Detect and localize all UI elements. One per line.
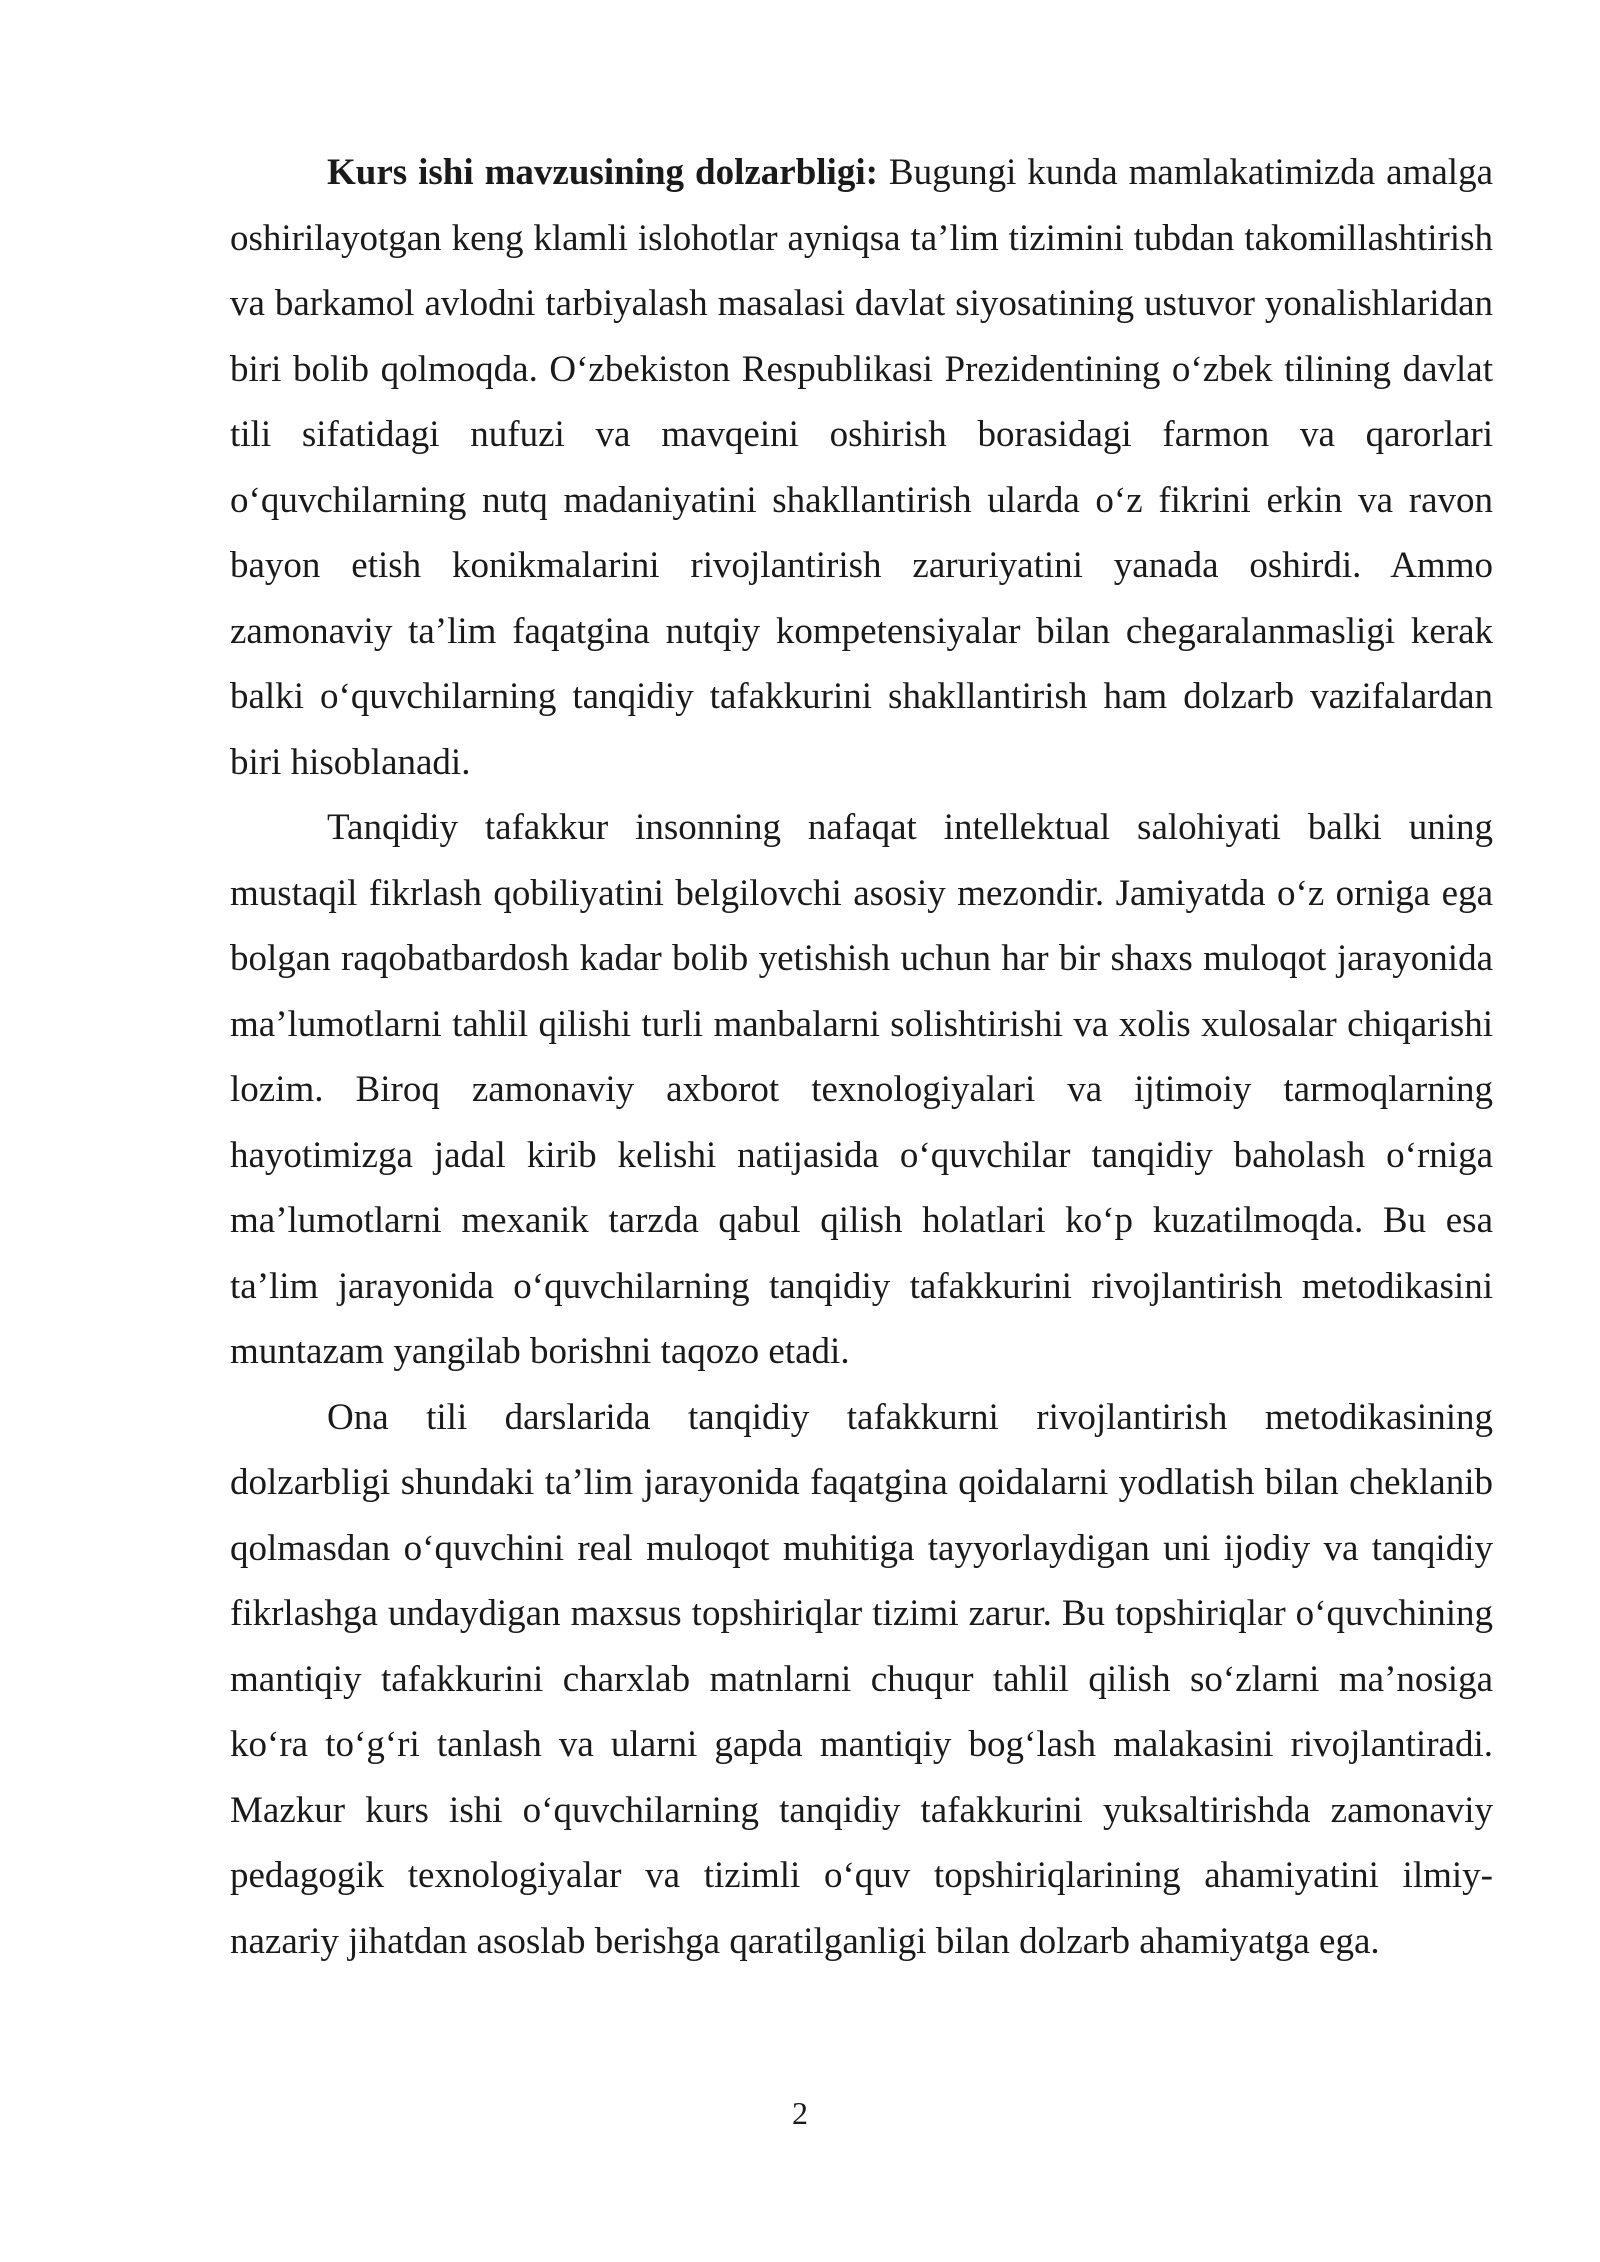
paragraph-text: Bugungi kunda mamlakatimizda amalga oshirilayotgan keng klamli islohotlar ayniqsa ta’lim tizimini tubdan takomillashtirish va barkamol avlodni tarbiyalash masalasi davlat siyosatining ustuvor yonalishlaridan biri bolib qolmoqda. O‘zbekiston Respublikasi Prezidentining o‘zbek tilining davlat tili sifatidagi nufuzi va mavqeini oshirish borasidagi farmon va qarorlari o‘quvchilarning nutq madaniyatini shakllantirish ularda o‘z fikrini erkin va ravon bayon etish konikmalarini rivojlantirish zaruriyatini yanada oshirdi. Ammo zamonaviy ta’lim faqatgina nutqiy kompetensiyalar bilan chegaralanmasligi kerak balki o‘quvchilarning tanqidiy tafakkurini shakllantirish ham dolzarb vazifalardan biri hisoblanadi.	[230, 152, 1494, 783]
paragraph-critical-thinking	[230, 795, 1493, 1385]
paragraph-text: Ona tili darslarida tanqidiy tafakkurni rivojlantirish metodikasining dolzarbligi shundaki ta’lim jarayonida faqatgina qoidalarni yodlatish bilan cheklanib qolmasdan o‘quvchini real muloqot muhitiga tayyorlaydigan uni ijodiy va tanqidiy fikrlashga undaydigan maxsus topshiriqlar tizimi zarur. Bu topshiriqlar o‘quvchining mantiqiy tafakkurini charxlab matnlarni chuqur tahlil qilish so‘zlarni ma’nosiga ko‘ra to‘g‘ri tanlash va ularni gapda mantiqiy bog‘lash malakasini rivojlantiradi. Mazkur kurs ishi o‘quvchilarning tanqidiy tafakkurini yuksaltirishda zamonaviy pedagogik texnologiyalar va tizimli o‘quv topshiriqlarining ahamiyatini ilmiy-nazariy jihatdan asoslab berishga qaratilganligi bilan dolzarb ahamiyatga ega.	[230, 1396, 1493, 1962]
paragraph-methodology	[230, 1385, 1493, 1975]
section-lead-heading: Kurs ishi mavzusining dolzarbligi:	[327, 152, 878, 193]
body-text	[230, 140, 1493, 1974]
paragraph-relevance	[230, 140, 1493, 795]
paragraph-text: Tanqidiy tafakkur insonning nafaqat intellektual salohiyati balki uning mustaqil fikrlash qobiliyatini belgilovchi asosiy mezondir. Jamiyatda o‘z orniga ega bolgan raqobatbardosh kadar bolib yetishish uchun har bir shaxs muloqot jarayonida ma’lumotlarni tahlil qilishi turli manbalarni solishtirishi va xolis xulosalar chiqarishi lozim. Biroq zamonaviy axborot texnologiyalari va ijtimoiy tarmoqlarning hayotimizga jadal kirib kelishi natijasida o‘quvchilar tanqidiy baholash o‘rniga ma’lumotlarni mexanik tarzda qabul qilish holatlari ko‘p kuzatilmoqda. Bu esa ta’lim jarayonida o‘quvchilarning tanqidiy tafakkurini rivojlantirish metodikasini muntazam yangilab borishni taqozo etadi.	[230, 807, 1493, 1372]
page-number: 2	[792, 2095, 808, 2131]
